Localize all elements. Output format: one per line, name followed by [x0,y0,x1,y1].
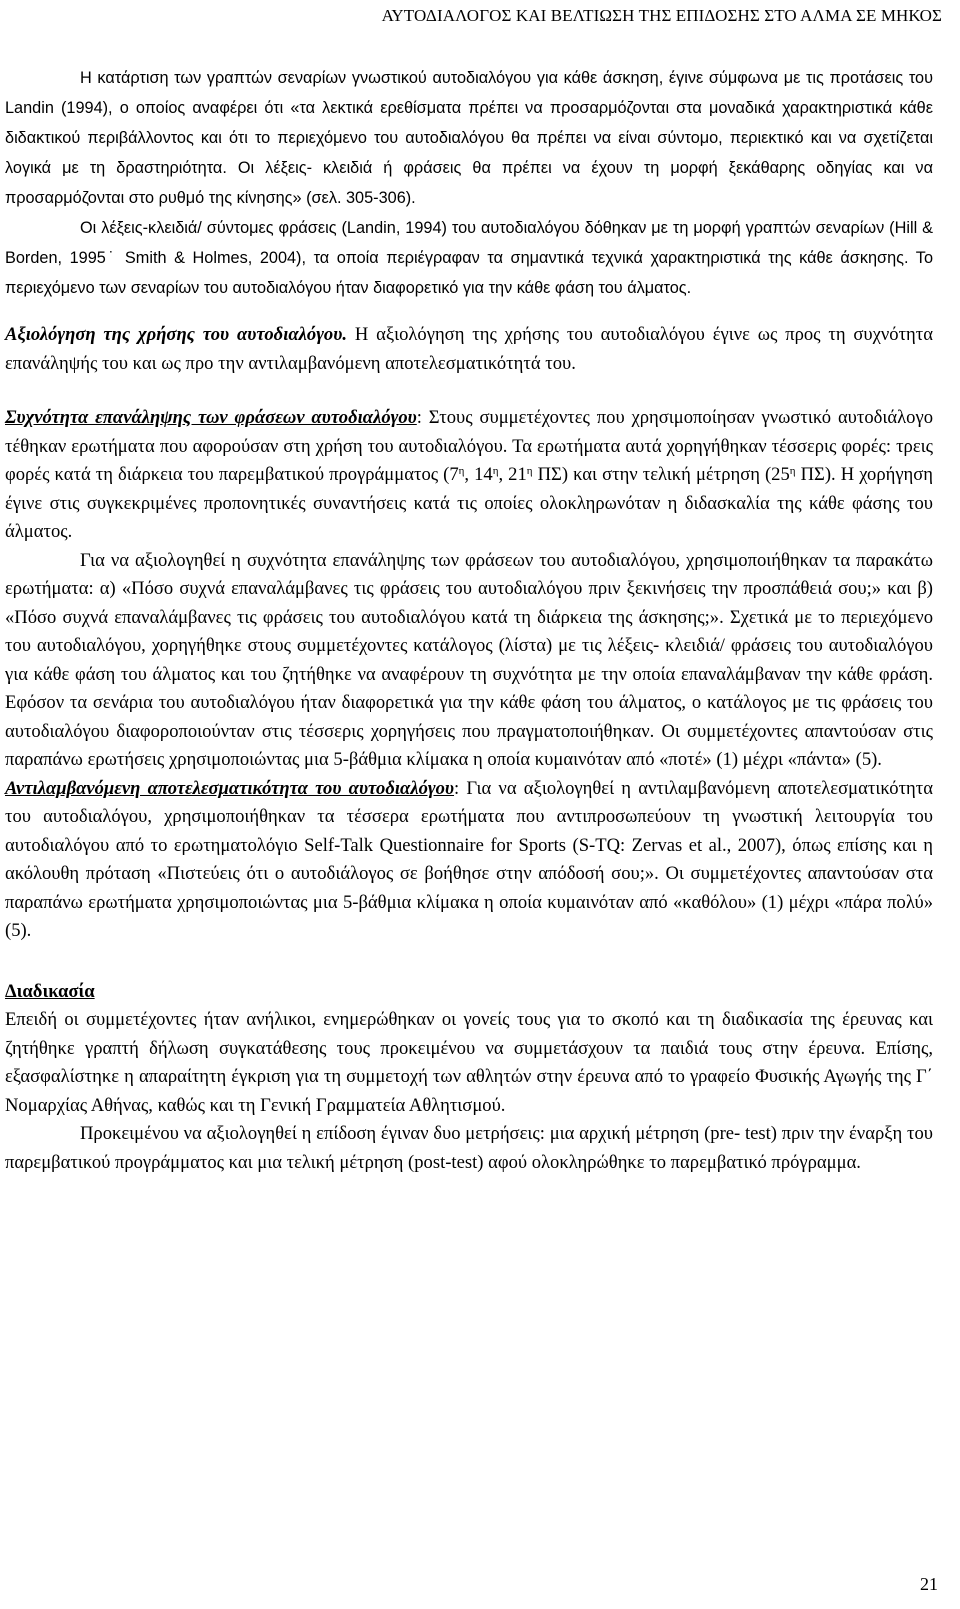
paragraph-measurements: Προκειμένου να αξιολογηθεί η επίδοση έγιναν δυο μετρήσεις: μια αρχική μέτρηση (pre- test) πριν την έναρξη του παρεμβατικού προγράμματος και μια τελική μέτρηση (post-test) αφού ολοκληρώθηκε το παρεμβατικό πρόγραμμα. [5,1123,933,1173]
paragraph-frequency-questions: Για να αξιολογηθεί η συχνότητα επανάληψης των φράσεων του αυτοδιαλόγου, χρησιμοποιήθηκαν τα παρακάτω ερωτήματα: α) «Πόσο συχνά επαναλάμβανες τις φράσεις του αυτοδιαλόγου πριν ξεκινήσεις την προσπάθειά σου;» και β) «Πόσο συχνά επαναλάμβανες τις φράσεις του αυτοδιαλόγου κατά τη διάρκεια της άσκησης;». Σχετικά με το περιεχόμενο του αυτοδιαλόγου, χορηγήθηκε στους συμμετέχοντες κατάλογος (λίστα) με τις λέξεις- κλειδιά/ φράσεις του αυτοδιαλόγου για κάθε φάση του άλματος και του ζητήθηκε να αναφέρουν τη συχνότητα με την οποία επαναλάμβαναν την κάθε φράση. Εφόσον τα σενάρια του αυτοδιαλόγου ήταν διαφορετικά για την κάθε φάση του άλματος, ο κατάλογος με τις φράσεις του αυτοδιαλόγου διαφοροποιούνταν στις τέσσερις χορηγήσεις που πραγματοποιήθηκαν. Οι συμμετέχοντες απαντούσαν στις παραπάνω ερωτήσεις χρησιμοποιώντας μια 5-βάθμια κλίμακα η οποία κυμαινόταν από «ποτέ» (1) μέχρι «πάντα» (5). [5,549,933,770]
ordinal-suffix: η [492,465,499,477]
page-body [5,63,933,1177]
selftalk-evaluation-text: Η αξιολόγηση της χρήσης του αυτοδιαλόγου έγινε ως προς τη συχνότητα επανάληψής του και ως προ την αντιλαμβανόμενη αποτελεσματικότητά του. [5,324,933,374]
repetition-frequency-text-a: : Στους συμμετέχοντες που χρησιμοποίησαν γνωστικό αυτοδιάλογο τέθηκαν ερωτήματα που αφορούσαν στη χρήση του αυτοδιαλόγου. Τα ερωτήματα αυτά χορηγήθηκαν τέσσερις φορές: τρεις φορές κατά τη διάρκεια του παρεμβατικού προγράμματος (7 [5,407,933,485]
repetition-frequency-text-b: , 14 [464,464,493,485]
paragraph-selftalk-evaluation [5,321,933,378]
heading-repetition-frequency: Συχνότητα επανάληψης των φράσεων αυτοδιαλόγου [5,407,417,428]
heading-perceived-effectiveness: Αντιλαμβανόμενη αποτελεσματικότητα του αυτοδιαλόγου [5,777,455,799]
ordinal-suffix: η [526,465,533,477]
ordinal-suffix: η [789,465,796,477]
heading-selftalk-evaluation: Αξιολόγηση της χρήσης του αυτοδιαλόγου. [5,324,347,345]
paragraph-script-construction: Η κατάρτιση των γραπτών σεναρίων γνωστικού αυτοδιαλόγου για κάθε άσκηση, έγινε σύμφωνα με τις προτάσεις του Landin (1994), ο οποίος αναφέρει ότι «τα λεκτικά ερεθίσματα πρέπει να προσαρμόζονται στα μοναδικά χαρακτηριστικά κάθε διδακτικού περιβάλλοντος και ότι το περιεχόμενο του αυτοδιαλόγου θα πρέπει να είναι σύντομο, περιεκτικό και να σχετίζεται λογικά με τη δραστηριότητα. Οι λέξεις- κλειδιά ή φράσεις θα πρέπει να έχουν τη μορφή ξεκάθαρης οδηγίας και να προσαρμόζονται στο ρυθμό της κίνησης» (σελ. 305-306). [5,69,933,207]
section-title-procedure: Διαδικασία [5,980,95,1002]
paragraph-perceived-effectiveness [5,775,933,946]
perceived-effectiveness-text: : Για να αξιολογηθεί η αντιλαμβανόμενη αποτελεσματικότητα του αυτοδιαλόγου, χρησιμοποιήθηκαν τα τέσσερα ερωτήματα που αντιπροσωπεύουν τη γνωστική λειτουργία του αυτοδιαλόγου από το ερωτηματολόγιο Self-Talk Questionnaire for Sports (S-TQ: Zervas et al., 2007), όπως επίσης και η ακόλουθη πρόταση «Πιστεύεις ότι ο αυτοδιάλογος σε βοήθησε στην απόδοσή σου;». Οι συμμετέχοντες απαντούσαν στα παραπάνω ερωτήματα χρησιμοποιώντας μια 5-βάθμια κλίμακα η οποία κυμαινόταν από «καθόλου» (1) μέχρι «πάρα πολύ» (5). [5,777,933,941]
running-header: ΑΥΤΟΔΙΑΛΟΓΟΣ ΚΑΙ ΒΕΛΤΙΩΣΗ ΤΗΣ ΕΠΙΔΟΣΗΣ ΣΤΟ ΑΛΜΑ ΣΕ ΜΗΚΟΣ [381,6,942,25]
repetition-frequency-text-d: ΠΣ) και στην τελική μέτρηση (25 [532,464,790,485]
page-number: 21 [920,1574,938,1594]
repetition-frequency-text-e: ΠΣ). Η χορήγηση έγινε στις συγκεκριμένες προπονητικές συναντήσεις κατά τις οποίες ολοκληρωνόταν η διδασκαλία της κάθε φάσης του άλματος. [5,464,934,542]
repetition-frequency-text-c: , 21 [498,464,527,485]
paragraph-consent: Επειδή οι συμμετέχοντες ήταν ανήλικοι, ενημερώθηκαν οι γονείς τους για το σκοπό και τη διαδικασία της έρευνας και ζητήθηκε γραπτή δήλωση συγκατάθεσης τους προκειμένου να συμμετάσχουν τα παιδιά τους στην έρευνα. Επίσης, εξασφαλίστηκε η απαραίτητη έγκριση για τη συμμετοχή των αθλητών στην έρευνα από το γραφείο Φυσικής Αγωγής της Γ΄ Νομαρχίας Αθήνας, καθώς και τη Γενική Γραμματεία Αθλητισμού. [5,1009,933,1116]
paragraph-repetition-frequency [5,404,933,547]
ordinal-suffix: η [458,465,465,477]
paragraph-keywords-scripts: Οι λέξεις-κλειδιά/ σύντομες φράσεις (Landin, 1994) του αυτοδιαλόγου δόθηκαν με τη μορφή γραπτών σεναρίων (Hill & Borden, 1995˙ Smith & Holmes, 2004), τα οποία περιέγραφαν τα σημαντικά τεχνικά χαρακτηριστικά της κάθε άσκησης. Το περιεχόμενο των σεναρίων του αυτοδιαλόγου ήταν διαφορετικό για την κάθε φάση του άλματος. [5,219,933,297]
